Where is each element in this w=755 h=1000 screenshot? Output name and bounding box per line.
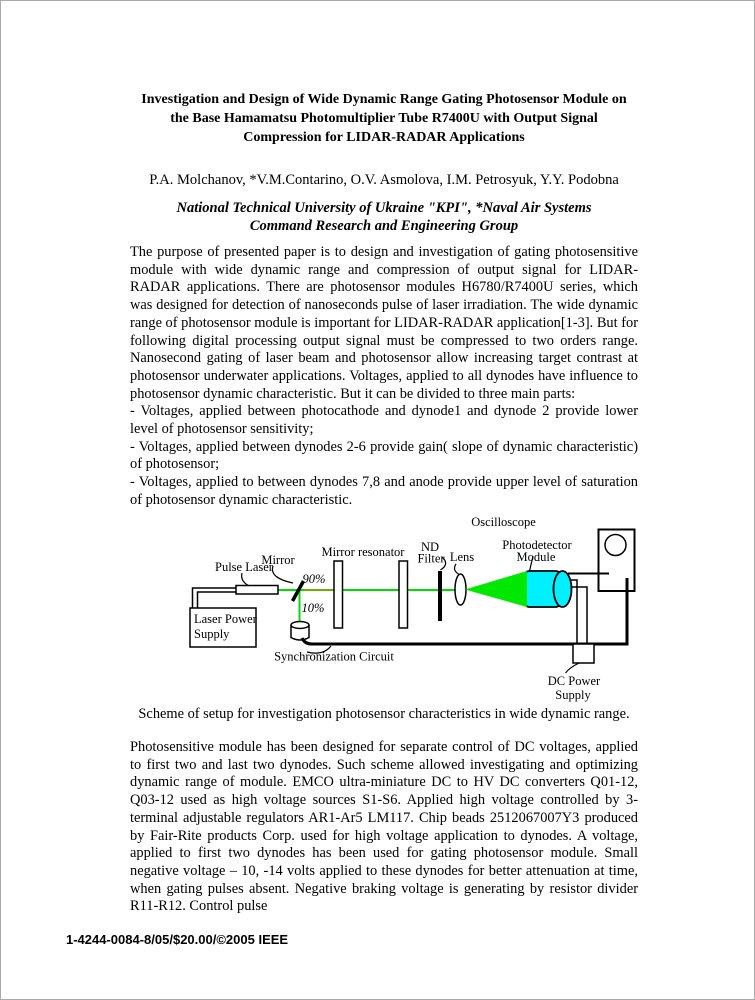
figure-caption: Scheme of setup for investigation photosensor characteristics in wide dynamic range. <box>138 706 630 722</box>
oscilloscope-label: Oscilloscope <box>471 515 536 529</box>
affiliation-line-1: National Technical University of Ukraine "KPI", *Naval Air Systems <box>176 200 592 216</box>
resonator-mirror-right <box>399 561 408 628</box>
nd-filter-bar <box>438 571 442 621</box>
laser-power-supply-label-line2: Supply <box>194 627 230 641</box>
lens-pointer <box>454 564 458 574</box>
pulse-laser-body <box>236 586 278 595</box>
pulse-laser-label: Pulse Laser <box>215 560 273 574</box>
dc-wire-2 <box>571 587 587 644</box>
focused-beam-cone <box>465 571 527 607</box>
photodetector-label-line2: Module <box>516 550 556 564</box>
voltage-item-1: - Voltages, applied between photocathode and dynode1 and dynode 2 provide lower level of photosensor sensitivity; <box>130 403 638 438</box>
intro-paragraph-text: The purpose of presented paper is to design and investigation of gating photosensitive module with wide dynamic range and compression of output signal for LIDAR-RADAR applications. There are photosensor modules H6780/R7400U series, which was designed for detection of nanoseconds pulse of laser irradiation. The wide dynamic range of photosensor module is important for LIDAR-RADAR application[1-3]. But for following digital processing output signal must be compressed to two orders range. Nanosecond gating of laser beam and photosensor allow increasing target contrast at photosensor underwater applications. Voltages, applied to all dynodes have influence to photosensor dynamic characteristic. But it can be divided to three main parts: <box>130 244 638 402</box>
photodetector-endcap <box>554 571 572 607</box>
resonator-mirror-left <box>334 561 343 628</box>
title-line-3: Compression for LIDAR-RADAR Applications <box>243 129 525 145</box>
voltage-item-2: - Voltages, applied between dynodes 2-6 provide gain( slope of dynamic characteristic) of photosensor; <box>130 438 638 473</box>
laser-power-wires <box>193 588 238 608</box>
lens-label: Lens <box>449 550 475 564</box>
mirror-resonator-label: Mirror resonator <box>321 545 405 559</box>
photodetector-label-line1: Photodetector <box>502 538 572 552</box>
mirror-pointer <box>272 566 293 583</box>
copyright-footer: 1-4244-0084-8/05/$20.00/©2005 IEEE <box>66 932 289 947</box>
authors-line: P.A. Molchanov, *V.M.Contarino, O.V. Asmolova, I.M. Petrosyuk, Y.Y. Podobna <box>149 172 619 188</box>
split-10-percent-label: 10% <box>301 601 325 615</box>
title-line-2: the Base Hamamatsu Photomultiplier Tube R7400U with Output Signal <box>170 110 598 126</box>
laser-power-supply-label-line1: Laser Power <box>194 612 257 626</box>
title-line-1: Investigation and Design of Wide Dynamic Range Gating Photosensor Module on <box>141 92 627 107</box>
dc-power-label-line2: Supply <box>555 688 591 702</box>
mirror-label: Mirror <box>261 553 295 567</box>
lens-shape <box>455 574 466 605</box>
second-paragraph: Photosensitive module has been designed for separate control of DC voltages, applied to first two and last two dynodes. Such scheme allowed investigating and optimizing dynamic range of module. EMCO ultra-miniature DC to HV DC converters Q01-12, Q03-12 used as high voltage sources S1-S6. Applied high voltage controlled by 3-terminal adjustable regulators AR1-Ar5 LM117. Chip beads 2512067007Y3 produced by Fair-Rite products Corp. used for high voltage application to dynodes. A voltage, applied to first two dynodes has been used for gating photosensor module. Small negative voltage – 10, -14 volts applied to these dynodes for better attenuation at time, when gating pulses absent. Negative braking voltage is generating by resistor divider R11-R12. Control pulse <box>130 739 638 915</box>
dc-power-supply-box <box>573 644 594 663</box>
affiliation-line-2: Command Research and Engineering Group <box>249 218 519 234</box>
pulse-laser-pointer <box>242 573 249 586</box>
sync-circuit-label: Synchronization Circuit <box>274 649 394 664</box>
dc-power-label-line1: DC Power <box>547 674 601 688</box>
nd-filter-label-line2: Filter <box>417 551 445 566</box>
nd-filter-label-line1: ND <box>420 540 440 554</box>
oscilloscope-screen-icon <box>605 535 626 556</box>
voltage-item-3: - Voltages, applied to between dynodes 7,8 and anode provide upper level of saturation of photosensor dynamic characteristic. <box>130 474 638 508</box>
dc-power-pointer <box>566 663 580 673</box>
split-90-percent-label: 90% <box>302 572 326 586</box>
sync-detector-top <box>291 622 309 629</box>
